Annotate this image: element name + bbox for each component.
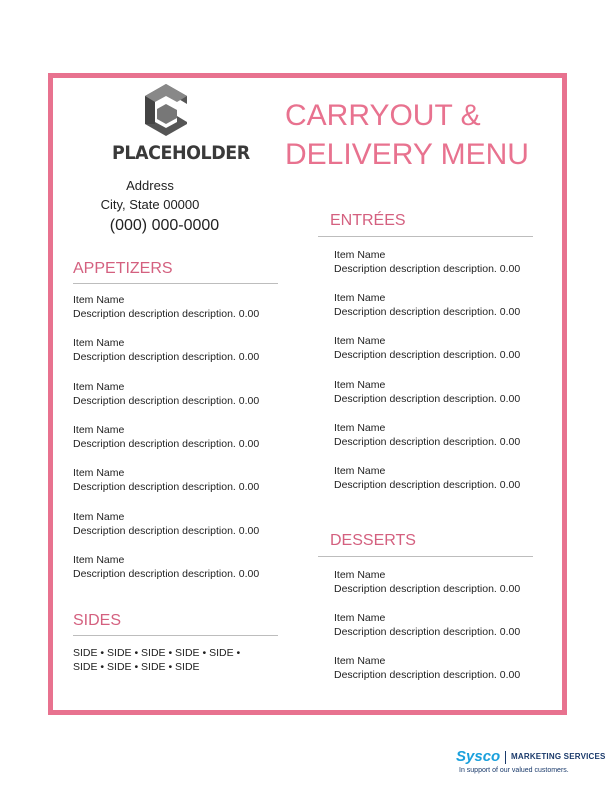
menu-item [73,380,259,408]
menu-item [334,421,520,449]
menu-title-line-1: CARRYOUT & [285,99,481,132]
menu-item-name: Item Name [73,337,125,350]
menu-item-name: Item Name [334,378,386,391]
menu-item-description: Description description description. 0.00 [73,351,260,364]
menu-item-description: Description description description. 0.00 [334,626,521,638]
menu-item-name: Item Name [334,421,386,434]
menu-item-description: Description description description. 0.00 [334,392,521,405]
menu-item [334,611,520,639]
menu-item-description: Description description description. 0.00 [334,263,521,275]
menu-item [334,248,520,276]
menu-item-description: Description description description. 0.00 [334,479,521,491]
menu-item-name: Item Name [334,292,386,305]
menu-item-description: Description description description. 0.00 [334,583,521,595]
menu-item-name: Item Name [73,423,125,436]
menu-item [73,553,259,581]
menu-item-description: Description description description. 0.00 [73,524,260,537]
desserts-heading: DESSERTS [330,532,416,549]
menu-item-name: Item Name [73,380,125,393]
sides-line-1: SIDE • SIDE • SIDE • SIDE • SIDE • [73,647,241,659]
menu-item-description: Description description description. 0.00 [73,437,260,450]
menu-item-name: Item Name [73,467,125,480]
menu-item [334,291,520,319]
menu-item-name: Item Name [73,553,125,566]
desserts-divider [318,556,533,557]
menu-item [334,464,520,492]
appetizers-heading: APPETIZERS [73,260,173,277]
sysco-logo: Sysco [456,748,501,765]
menu-item [334,654,520,682]
menu-item [73,336,259,364]
menu-item-description: Description description description. 0.00 [334,435,521,448]
footer-tagline: In support of our valued customers. [459,767,569,774]
address-line: Address [126,178,174,193]
menu-item-name: Item Name [334,569,386,581]
footer-divider [505,751,506,764]
menu-item-name: Item Name [334,612,386,624]
menu-item-name: Item Name [73,510,125,523]
sides-heading: SIDES [73,612,122,629]
menu-item-name: Item Name [334,655,386,667]
logo-wordmark: PLACEHOLDER [112,142,250,164]
menu-item-name: Item Name [334,465,386,477]
menu-item-name: Item Name [334,335,386,348]
menu-item-name: Item Name [73,294,125,306]
menu-item [73,466,259,494]
sides-list [73,646,240,674]
menu-item-description: Description description description. 0.00 [334,349,521,362]
menu-item-description: Description description description. 0.00 [334,306,521,319]
marketing-services-label: MARKETING SERVICES [511,752,606,761]
menu-item [334,378,520,406]
sides-divider [73,635,278,636]
placeholder-logo-icon [145,84,187,136]
menu-item [73,510,259,538]
entrees-divider [318,236,533,237]
menu-item-description: Description description description. 0.00 [73,567,260,580]
phone-number: (000) 000-0000 [109,217,220,234]
menu-item-description: Description description description. 0.00 [73,394,260,407]
menu-item-name: Item Name [334,249,386,261]
menu-item-description: Description description description. 0.00 [73,481,260,494]
menu-item [73,293,259,321]
menu-item-description: Description description description. 0.00 [334,669,521,681]
menu-item [73,423,259,451]
menu-title-line-2: DELIVERY MENU [285,138,529,171]
sides-line-2: SIDE • SIDE • SIDE • SIDE [73,661,200,673]
entrees-heading: ENTRÉES [330,212,406,229]
menu-title [285,96,529,174]
menu-item [334,568,520,596]
appetizers-divider [73,283,278,284]
menu-item-description: Description description description. 0.00 [73,308,260,320]
city-state-line: City, State 00000 [100,197,200,212]
menu-item [334,334,520,362]
